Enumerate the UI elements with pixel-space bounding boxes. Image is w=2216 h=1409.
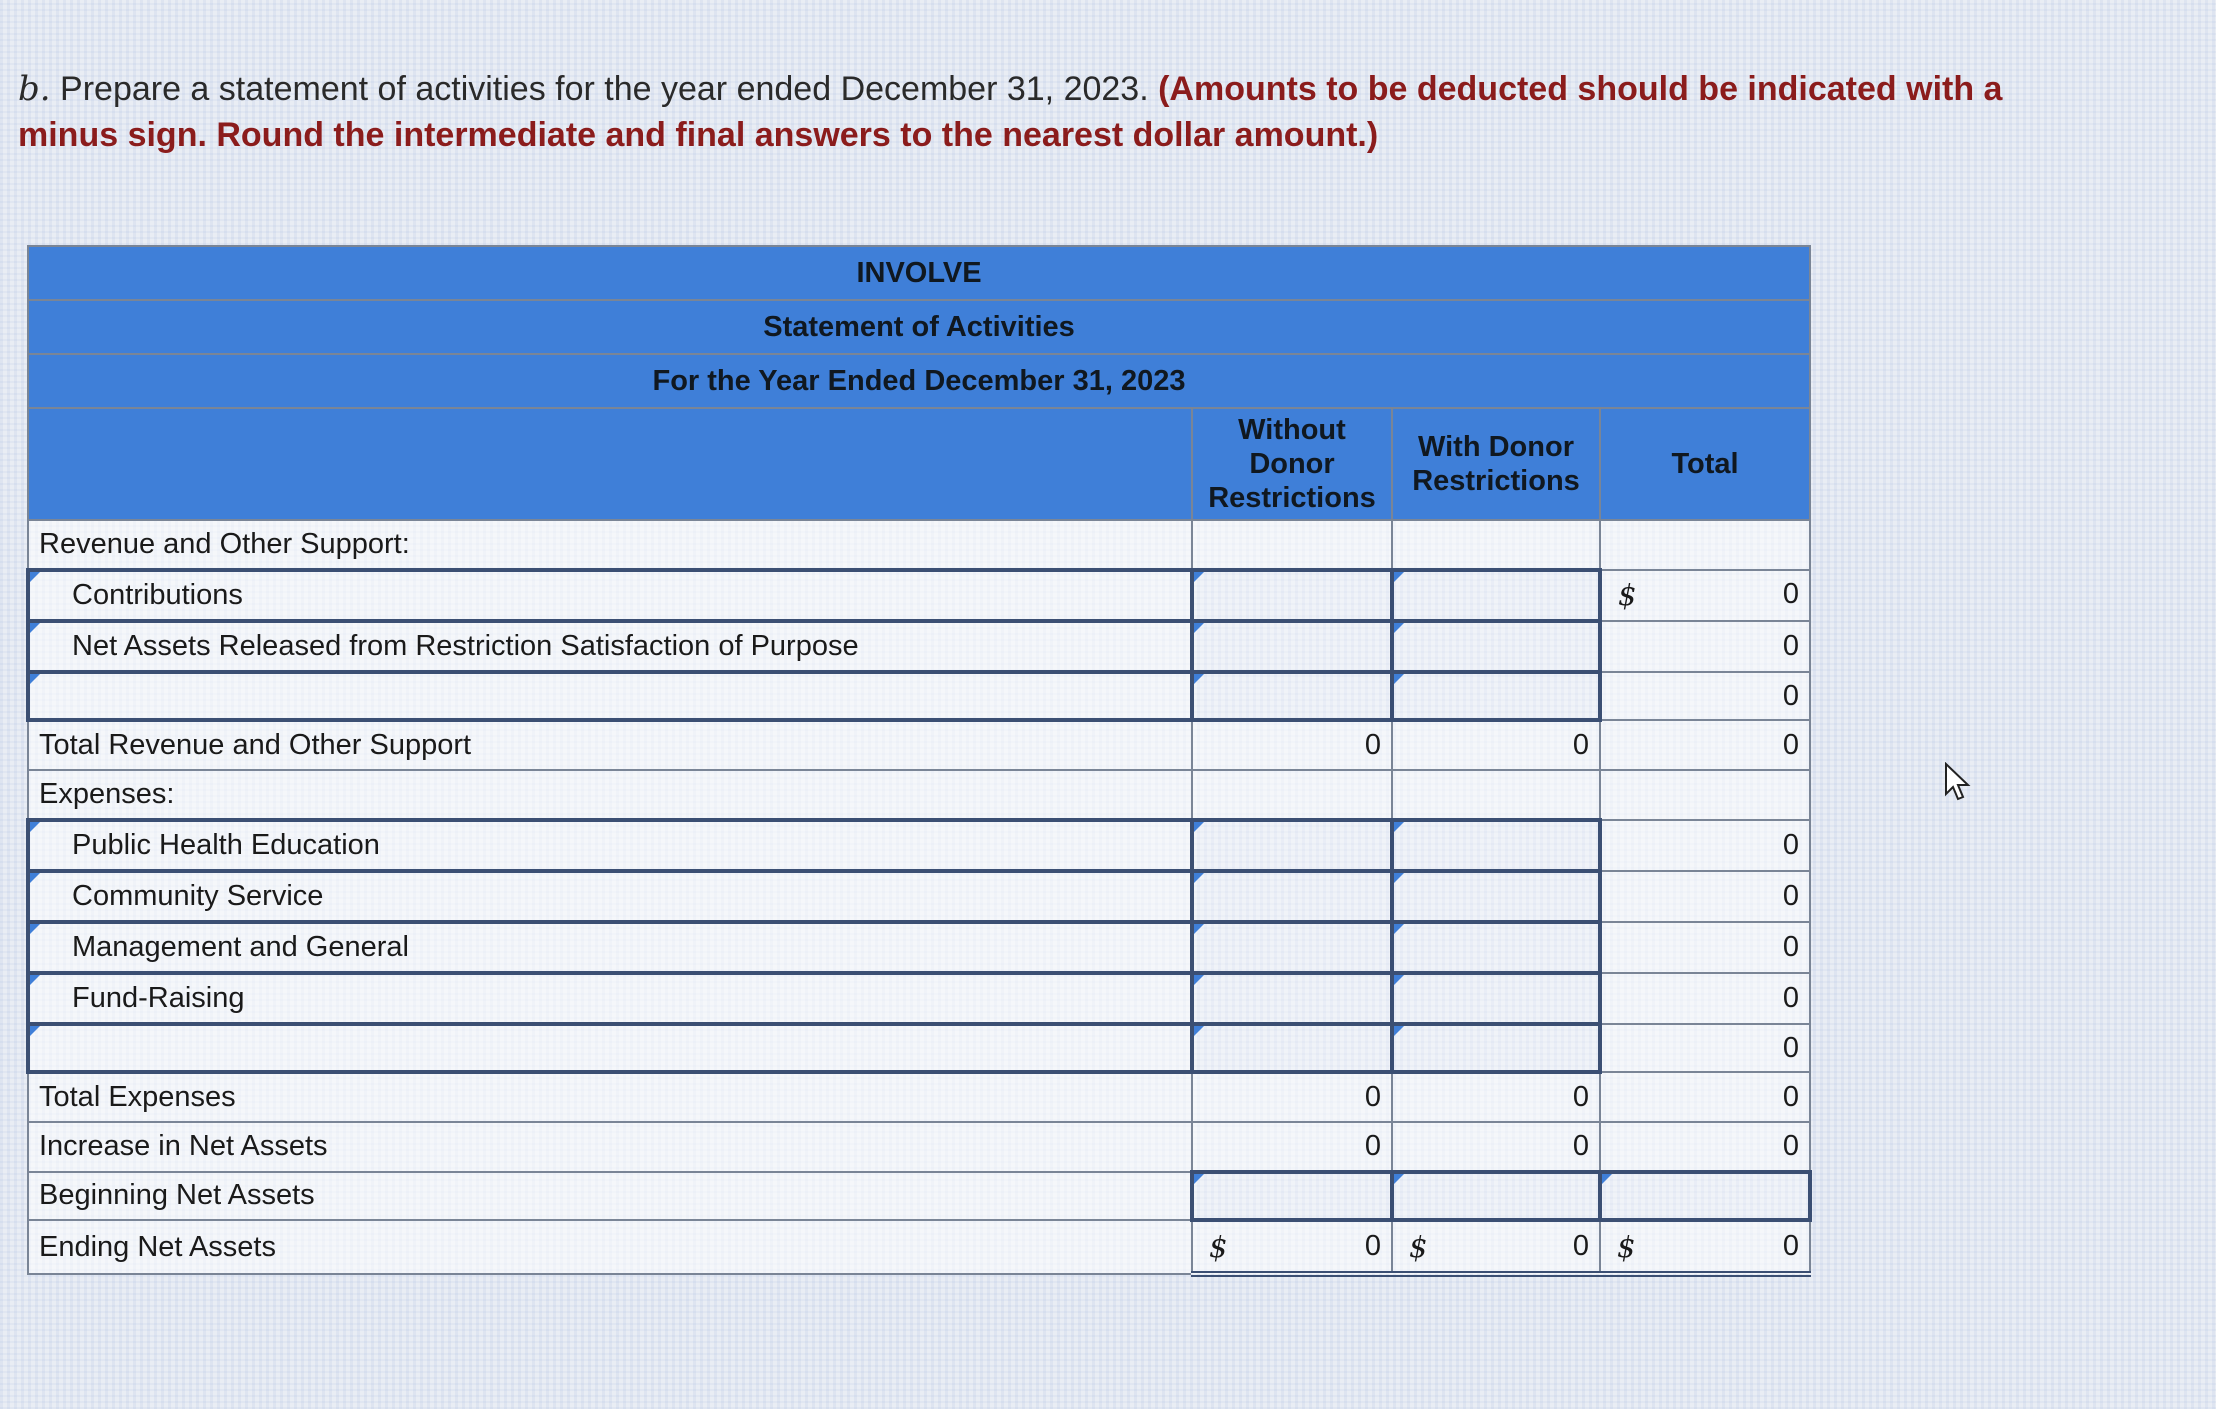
public-health-without-input[interactable] — [1192, 820, 1392, 871]
community-service-total: 0 — [1600, 871, 1810, 922]
ending-total: $ 0 — [1600, 1220, 1810, 1274]
ending-net-assets-label: Ending Net Assets — [28, 1220, 1192, 1274]
contributions-total: $ 0 — [1600, 570, 1810, 621]
table-row — [28, 672, 1810, 720]
blank-revenue-with-input[interactable] — [1392, 672, 1600, 720]
table-row — [28, 621, 1810, 672]
blank-expense-total: 0 — [1600, 1024, 1810, 1072]
community-service-label-dropdown[interactable]: Community Service — [28, 871, 1192, 922]
table-row — [28, 770, 1810, 820]
net-assets-released-label-dropdown[interactable]: Net Assets Released from Restriction Satisfaction of Purpose — [28, 621, 1192, 672]
table-row — [28, 1122, 1810, 1172]
table-row — [28, 820, 1810, 871]
beginning-total-input[interactable] — [1600, 1172, 1810, 1220]
ending-without: $ 0 — [1192, 1220, 1392, 1274]
released-with-input[interactable] — [1392, 621, 1600, 672]
label-column-header — [28, 408, 1192, 520]
total-revenue-without: 0 — [1192, 720, 1392, 770]
blank-revenue-without-input[interactable] — [1192, 672, 1392, 720]
table-row — [28, 720, 1810, 770]
total-revenue-with: 0 — [1392, 720, 1600, 770]
released-without-input[interactable] — [1192, 621, 1392, 672]
management-general-total: 0 — [1600, 922, 1810, 973]
increase-total: 0 — [1600, 1122, 1810, 1172]
contributions-label-dropdown[interactable]: Contributions — [28, 570, 1192, 621]
fund-raising-without-input[interactable] — [1192, 973, 1392, 1024]
statement-table — [26, 245, 1812, 1277]
fund-raising-with-input[interactable] — [1392, 973, 1600, 1024]
revenue-section-label: Revenue and Other Support: — [28, 520, 1192, 570]
currency-symbol: $ — [1617, 1229, 1636, 1264]
table-row — [28, 973, 1810, 1024]
statement-worksheet — [26, 245, 1808, 1277]
entity-name: INVOLVE — [28, 246, 1810, 300]
part-label: b. — [18, 69, 51, 109]
total-expenses-label: Total Expenses — [28, 1072, 1192, 1122]
currency-symbol: $ — [1618, 578, 1637, 613]
management-general-with-input[interactable] — [1392, 922, 1600, 973]
blank-expense-label-dropdown[interactable] — [28, 1024, 1192, 1072]
instruction-main: Prepare a statement of activities for the year ended December 31, 2023. — [60, 70, 1149, 108]
total-expenses-with: 0 — [1392, 1072, 1600, 1122]
total-expenses-total: 0 — [1600, 1072, 1810, 1122]
beginning-without-input[interactable] — [1192, 1172, 1392, 1220]
table-row — [28, 1024, 1810, 1072]
increase-with: 0 — [1392, 1122, 1600, 1172]
community-service-with-input[interactable] — [1392, 871, 1600, 922]
community-service-without-input[interactable] — [1192, 871, 1392, 922]
beginning-with-input[interactable] — [1392, 1172, 1600, 1220]
expenses-section-label: Expenses: — [28, 770, 1192, 820]
fund-raising-total: 0 — [1600, 973, 1810, 1024]
statement-period: For the Year Ended December 31, 2023 — [28, 354, 1810, 408]
released-total: 0 — [1600, 621, 1810, 672]
blank-expense-with-input[interactable] — [1392, 1024, 1600, 1072]
fund-raising-label-dropdown[interactable]: Fund-Raising — [28, 973, 1192, 1024]
management-general-label-dropdown[interactable]: Management and General — [28, 922, 1192, 973]
blank-expense-without-input[interactable] — [1192, 1024, 1392, 1072]
increase-without: 0 — [1192, 1122, 1392, 1172]
public-health-with-input[interactable] — [1392, 820, 1600, 871]
ending-with: $ 0 — [1392, 1220, 1600, 1274]
table-row — [28, 1172, 1810, 1220]
table-row — [28, 922, 1810, 973]
table-row — [28, 871, 1810, 922]
instruction-text — [18, 66, 2098, 158]
public-health-label-dropdown[interactable]: Public Health Education — [28, 820, 1192, 871]
currency-symbol: $ — [1409, 1229, 1428, 1264]
beginning-net-assets-label: Beginning Net Assets — [28, 1172, 1192, 1220]
management-general-without-input[interactable] — [1192, 922, 1392, 973]
table-row — [28, 1220, 1810, 1274]
increase-net-assets-label: Increase in Net Assets — [28, 1122, 1192, 1172]
contributions-with-input[interactable] — [1392, 570, 1600, 621]
table-row — [28, 520, 1810, 570]
public-health-total: 0 — [1600, 820, 1810, 871]
col-header-without-donor: Without Donor Restrictions — [1192, 408, 1392, 520]
instruction-note: (Amounts to be deducted should be indicated with a minus sign. Round the intermediate and final answers to the nearest dollar amount.) — [18, 70, 2003, 154]
total-revenue-total: 0 — [1600, 720, 1810, 770]
col-header-total: Total — [1600, 408, 1810, 520]
blank-revenue-label-dropdown[interactable] — [28, 672, 1192, 720]
statement-title: Statement of Activities — [28, 300, 1810, 354]
contributions-without-input[interactable] — [1192, 570, 1392, 621]
table-row — [28, 1072, 1810, 1122]
total-expenses-without: 0 — [1192, 1072, 1392, 1122]
currency-symbol: $ — [1209, 1229, 1228, 1264]
mouse-pointer-icon — [1944, 762, 1974, 802]
table-row — [28, 570, 1810, 621]
total-revenue-label: Total Revenue and Other Support — [28, 720, 1192, 770]
blank-revenue-total: 0 — [1600, 672, 1810, 720]
col-header-with-donor: With Donor Restrictions — [1392, 408, 1600, 520]
